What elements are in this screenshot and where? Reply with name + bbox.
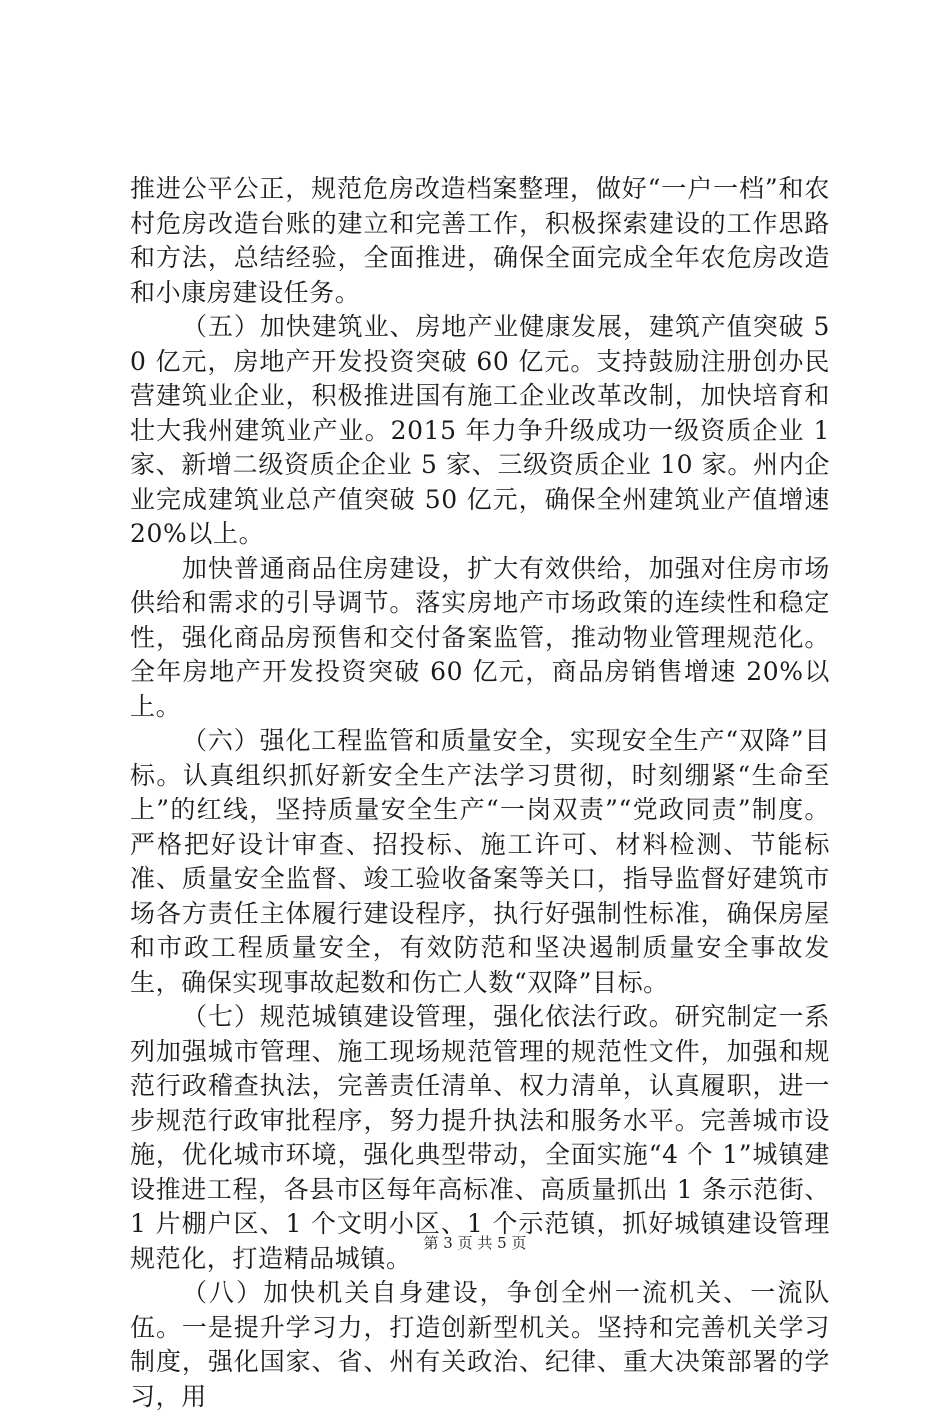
paragraph-section-8: （八）加快机关自身建设，争创全州一流机关、一流队伍。一是提升学习力，打造创新型机关。坚持和完善机关学习制度，强化国家、省、州有关政治、纪律、重大决策部署的学习，用 (130, 1278, 830, 1411)
document-body (130, 172, 830, 1414)
paragraph-section-5: （五）加快建筑业、房地产业健康发展，建筑产值突破 50 亿元，房地产开发投资突破 60 亿元。支持鼓励注册创办民营建筑业企业，积极推进国有施工企业改革改制，加快培育和壮大我州建筑业产业。2015 年力争升级成功一级资质企业 1 家、新增二级资质企企业 5 家、三级资质企业 10 家。州内企业完成建筑业总产值突破 50 亿元，确保全州建筑业产值增速 20%以上。 (130, 312, 830, 548)
paragraph-section-7: （七）规范城镇建设管理，强化依法行政。研究制定一系列加强城市管理、施工现场规范管理的规范性文件，加强和规范行政稽查执法，完善责任清单、权力清单，认真履职，进一步规范行政审批程序，努力提升执法和服务水平。完善城市设施，优化城市环境，强化典型带动，全面实施“4 个 1”城镇建设推进工程，各县市区每年高标准、高质量抓出 1 条示范街、1 片棚户区、1 个文明小区、1 个示范镇，抓好城镇建设管理规范化，打造精品城镇。 (130, 1002, 830, 1273)
paragraph-continuation: 推进公平公正，规范危房改造档案整理，做好“一户一档”和农村危房改造台账的建立和完善工作，积极探索建设的工作思路和方法，总结经验，全面推进，确保全面完成全年农危房改造和小康房建设任务。 (130, 174, 830, 307)
paragraph-housing-supply: 加快普通商品住房建设，扩大有效供给，加强对住房市场供给和需求的引导调节。落实房地产市场政策的连续性和稳定性，强化商品房预售和交付备案监管，推动物业管理规范化。全年房地产开发投资突破 60 亿元，商品房销售增速 20%以上。 (130, 553, 830, 721)
paragraph-section-6: （六）强化工程监管和质量安全，实现安全生产“双降”目标。认真组织抓好新安全生产法学习贯彻，时刻绷紧“生命至上”的红线，坚持质量安全生产“一岗双责”“党政同责”制度。严格把好设计审查、招投标、施工许可、材料检测、节能标准、质量安全监督、竣工验收备案等关口，指导监督好建筑市场各方责任主体履行建设程序，执行好强制性标准，确保房屋和市政工程质量安全，有效防范和坚决遏制质量安全事故发生，确保实现事故起数和伤亡人数“双降”目标。 (130, 726, 830, 997)
page-footer: 第 3 页 共 5 页 (423, 1234, 527, 1252)
